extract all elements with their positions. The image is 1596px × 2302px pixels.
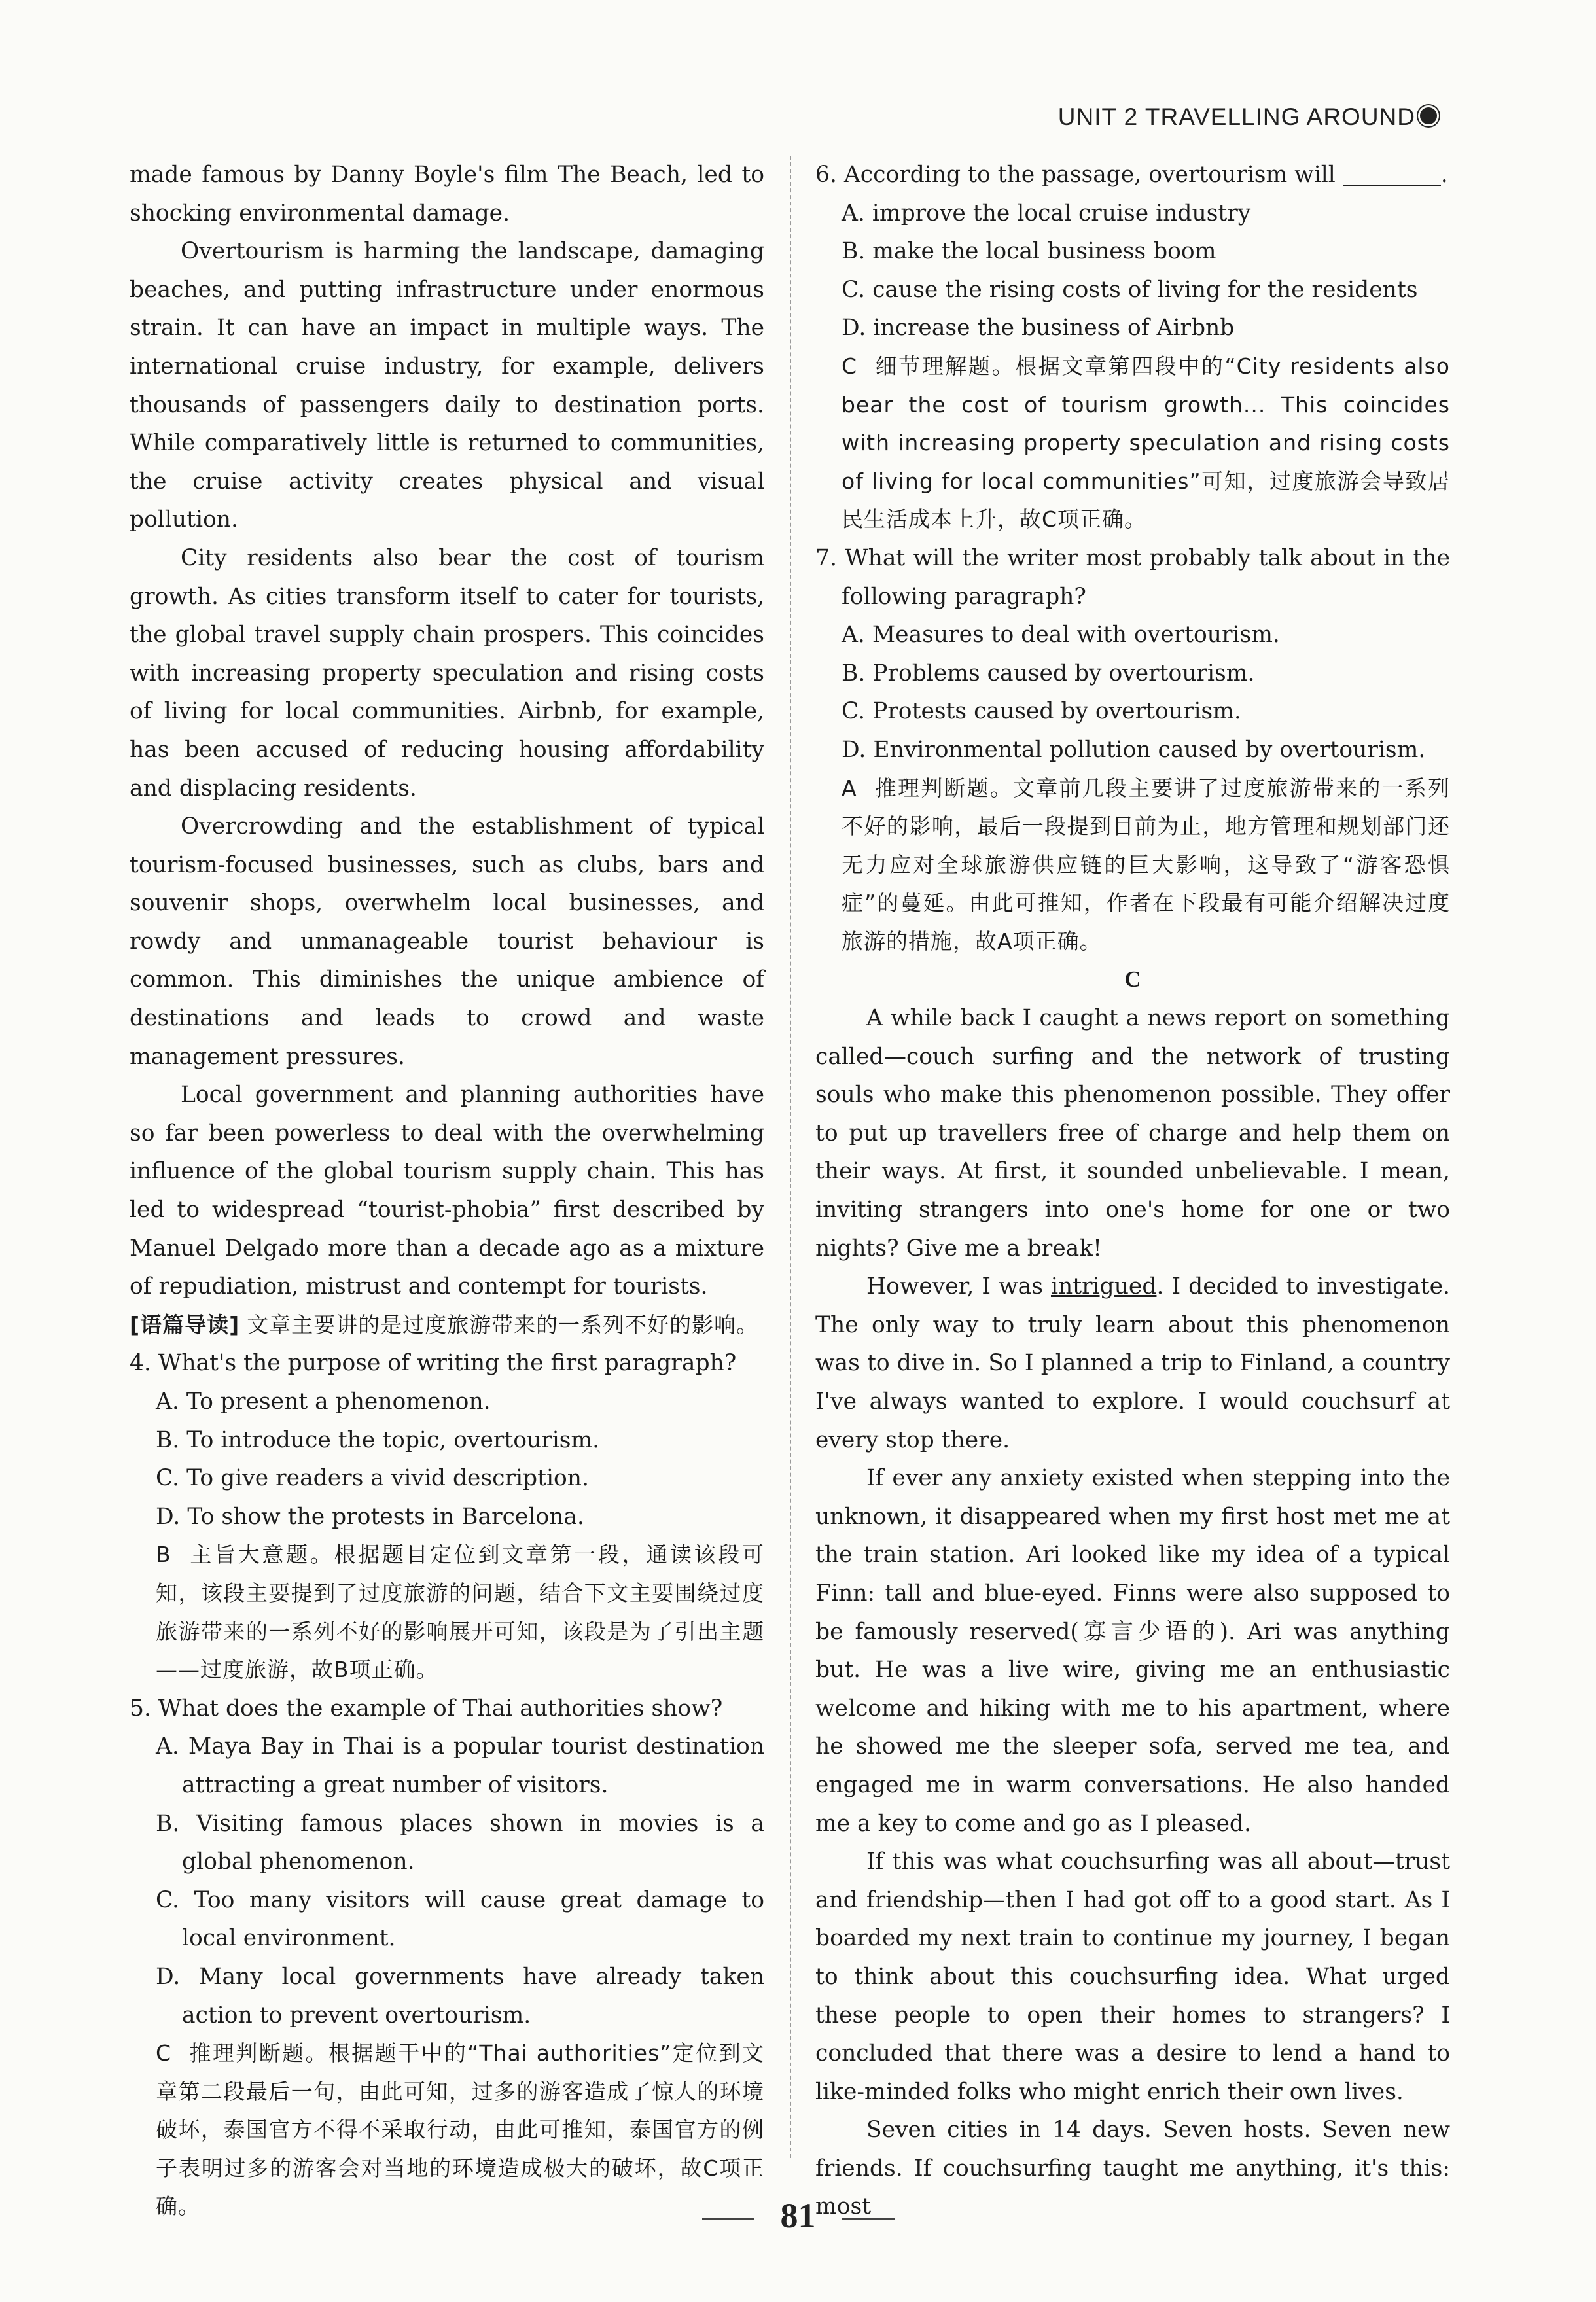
question-4: 4. What's the purpose of writing the first paragraph?	[130, 1350, 737, 1377]
option: D. increase the business of Airbnb	[842, 315, 1235, 342]
text-run: However, I was	[866, 1273, 1051, 1300]
question-7: 7. What will the writer most probably talk about in the following paragraph?	[815, 544, 1450, 610]
underlined-word: intrigued	[1050, 1273, 1157, 1300]
passage-paragraph: made famous by Danny Boyle's film The Beach, led to shocking environmental damage.	[130, 162, 764, 226]
passage-paragraph: If ever any anxiety existed when stepping into the unknown, it disappeared when my first host met me at the train station. Ari looked like my idea of a typical Finn: tall and blue-eyed. Finns were also supposed to be famously reserved(寡言少语的). Ari was anything but. He was a live wire, giving me an enthusiastic welcome and hiking with me to his apartment, where he showed me the sleeper sofa, served me tea, and engaged me in warm conversations. He also handed me a key to come and go as I pleased.	[815, 1465, 1450, 1837]
reading-guide-tag: [语篇导读]	[130, 1311, 240, 1337]
unit-title: UNIT 2 TRAVELLING AROUND	[1057, 103, 1415, 130]
answer-explanation	[130, 1536, 764, 1689]
answer-key: C	[842, 353, 858, 379]
question-5: 5. What does the example of Thai authorities show?	[130, 1695, 723, 1722]
passage-paragraph: If this was what couchsurfing was all about—trust and friendship—then I had got off to a good start. As I boarded my next train to continue my journey, I began to think about this couchsurfing idea. What urged these people to open their homes to strangers? I concluded that there was a desire to lend a hand to like-minded folks who might enrich their own lives.	[815, 1849, 1450, 2105]
answer-explanation	[815, 347, 1450, 539]
explanation-text: 细节理解题。根据文章第四段中的“City residents also bear the cost of tourism growth... This coincides with increasing property speculation and rising costs of living for local communities”可知，过度旅游会导致居民生活成本上升，故C项正确。	[842, 353, 1450, 533]
answer-key: B	[156, 1542, 171, 1568]
explanation-text: 推理判断题。文章前几段主要讲了过度旅游带来的一系列不好的影响，最后一段提到目前为止，地方管理和规划部门还无力应对全球旅游供应链的巨大影响，这导致了“游客恐惧症”的蔓延。由此可推知，作者在下段最有可能介绍解决过度旅游的措施，故A项正确。	[842, 775, 1450, 954]
option: D. To show the protests in Barcelona.	[156, 1503, 584, 1530]
section-heading: C	[1124, 967, 1141, 993]
option: C. To give readers a vivid description.	[156, 1465, 589, 1492]
rule	[842, 2218, 895, 2220]
explanation-text: 推理判断题。根据题干中的“Thai authorities”定位到文章第二段最后一句，由此可知，过多的游客造成了惊人的环境破坏，泰国官方不得不采取行动，由此可推知，泰国官方的例子表明过多的游客会对当地的环境造成极大的破坏，故C项正确。	[156, 2040, 764, 2220]
passage-paragraph: City residents also bear the cost of tourism growth. As cities transform itself to cater for tourists, the global travel supply chain prospers. This coincides with increasing property speculation and rising costs of living for local communities. Airbnb, for example, has been accused of reducing housing affordability and displacing residents.	[130, 544, 764, 802]
answer-key: A	[842, 775, 857, 801]
passage-paragraph: A while back I caught a news report on something called—couch surfing and the network of trusting souls who make this phenomenon possible. They offer to put up travellers free of charge and help them on their ways. At first, it sounded unbelievable. I mean, inviting strangers into one's home for one or two nights? Give me a break!	[815, 1005, 1450, 1262]
question-text: 6. According to the passage, overtourism will	[815, 162, 1336, 188]
passage-paragraph	[815, 1267, 1450, 1459]
passage-paragraph: Overtourism is harming the landscape, damaging beaches, and putting infrastructure under enormous strain. It can have an impact in multiple ways. The international cruise industry, for example, delivers thousands of passengers daily to destination ports. While comparatively little is returned to communities, the cruise activity creates physical and visual pollution.	[130, 238, 764, 533]
left-column	[130, 156, 764, 2226]
passage-paragraph: Local government and planning authorities have so far been powerless to deal with the overwhelming influence of the global tourism supply chain. This has led to widespread “tourist-phobia” first described by Manuel Delgado more than a decade ago as a mixture of repudiation, mistrust and contempt for tourists.	[130, 1082, 764, 1300]
answer-explanation	[815, 770, 1450, 961]
option: A. Measures to deal with overtourism.	[842, 622, 1280, 648]
option: B. Problems caused by overtourism.	[842, 660, 1255, 686]
option: C. Protests caused by overtourism.	[842, 698, 1241, 725]
answer-key: C	[156, 2040, 172, 2066]
option: D. Many local governments have already taken action to prevent overtourism.	[156, 1963, 764, 2028]
answer-blank	[1343, 165, 1441, 186]
right-column	[815, 156, 1450, 2226]
reading-guide-text: 文章主要讲的是过度旅游带来的一系列不好的影响。	[247, 1311, 759, 1337]
text-run: . I decided to investigate. The only way to truly learn about this phenomenon was to dive in. So I planned a trip to Finland, a country I've always wanted to explore. I would couchsurf at every stop there.	[815, 1273, 1450, 1453]
column-divider	[790, 156, 791, 2158]
page-number	[0, 2195, 1596, 2236]
option: C. cause the rising costs of living for the residents	[842, 276, 1418, 303]
explanation-text: 主旨大意题。根据题目定位到文章第一段，通读该段可知，该段主要提到了过度旅游的问题，结合下文主要围绕过度旅游带来的一系列不好的影响展开可知，该段是为了引出主题——过度旅游，故B项正确。	[156, 1542, 764, 1683]
target-icon	[1418, 105, 1439, 126]
rule	[702, 2218, 754, 2220]
option: A. improve the local cruise industry	[842, 200, 1251, 226]
passage-paragraph: Overcrowding and the establishment of typical tourism-focused businesses, such as clubs, bars and souvenir shops, overwhelm local businesses, and rowdy and unmanageable tourist behaviour is common. This diminishes the unique ambience of destinations and leads to crowd and waste management pressures.	[130, 813, 764, 1070]
option: B. To introduce the topic, overtourism.	[156, 1426, 600, 1453]
reading-guide	[130, 1306, 764, 1345]
passage-paragraph: Seven cities in 14 days. Seven hosts. Seven new friends. If couchsurfing taught me anything, it's this: most	[815, 2117, 1450, 2220]
option: D. Environmental pollution caused by overtourism.	[842, 736, 1426, 763]
running-header	[1058, 103, 1439, 131]
page-number-text: 81	[780, 2196, 816, 2235]
option: B. Visiting famous places shown in movies is a global phenomenon.	[156, 1810, 764, 1875]
question-6: 6. According to the passage, overtourism will .	[815, 162, 1448, 188]
option: A. To present a phenomenon.	[156, 1389, 491, 1415]
option: C. Too many visitors will cause great damage to local environment.	[156, 1886, 764, 1952]
option: B. make the local business boom	[842, 238, 1216, 265]
option: A. Maya Bay in Thai is a popular tourist destination attracting a great number of visitors.	[156, 1733, 764, 1798]
